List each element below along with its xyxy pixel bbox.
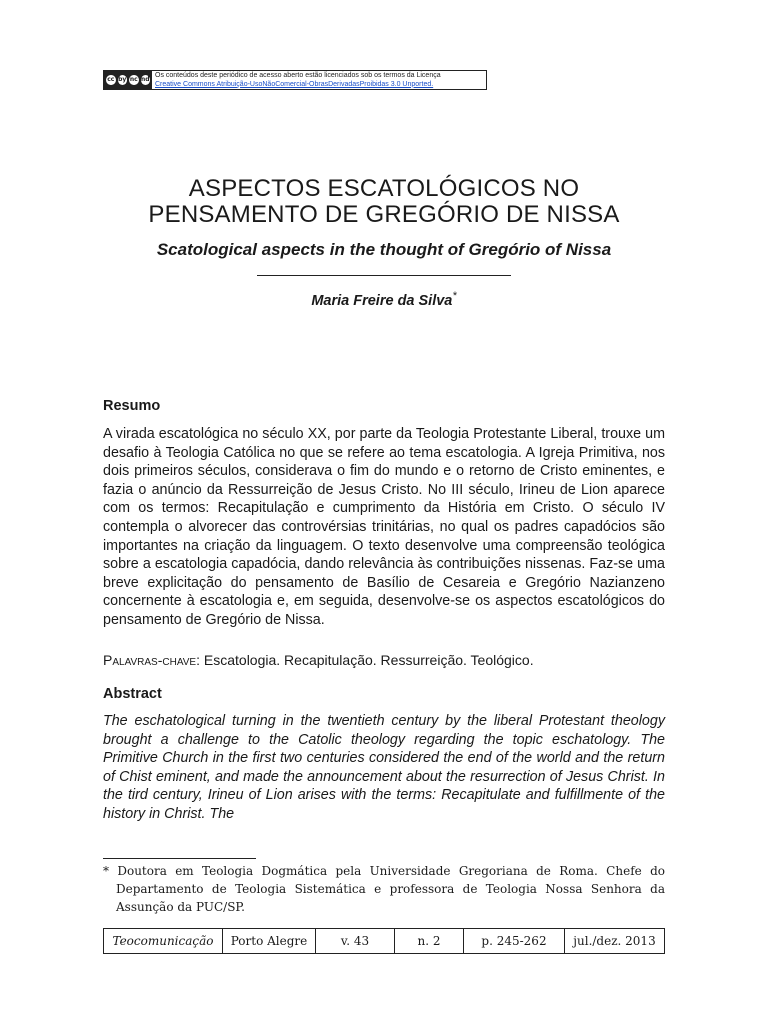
license-statement: Os conteúdos deste periódico de acesso aberto estão licenciados sob os termos da Licença: [155, 72, 441, 79]
keywords-line: [103, 652, 665, 668]
by-icon: by: [118, 76, 127, 83]
author-name: [80, 290, 688, 309]
cc-icon: cc: [107, 76, 115, 83]
citation-table: [103, 928, 665, 954]
citation-city: Porto Alegre: [223, 929, 316, 954]
license-text: [152, 71, 444, 89]
citation-volume: v. 43: [316, 929, 395, 954]
title-line-2: PENSAMENTO DE GREGÓRIO DE NISSA: [148, 201, 620, 228]
citation-row: [104, 929, 665, 954]
citation-date: jul./dez. 2013: [565, 929, 665, 954]
citation-number: n. 2: [395, 929, 464, 954]
keywords-label: Palavras-chave:: [103, 652, 200, 668]
resumo-heading: Resumo: [103, 398, 161, 414]
article-title: [80, 176, 688, 228]
title-line-1: ASPECTOS ESCATOLÓGICOS NO: [188, 175, 580, 202]
title-divider: [257, 275, 511, 276]
creative-commons-badge: [104, 71, 152, 89]
abstract-heading: Abstract: [103, 686, 162, 702]
abstract-text: The eschatological turning in the twentieth century by the liberal Protestant theology brought a challenge to the Catolic theology regarding the topic eschatology. The Primitive Church in the first two centuries considered the end of the world and the return of Chist eminent, and made the announcement about the resurrection of Jesus Christ. In the tird century, Irineu of Lion arises with the terms: Recapitulate and fulfillmente of the history in Christ. The: [103, 713, 665, 822]
license-box: [103, 70, 487, 90]
author-footnote-mark: *: [452, 290, 457, 302]
citation-journal: Teocomunicação: [104, 929, 223, 954]
nc-icon: nc: [129, 76, 138, 83]
article-subtitle: Scatological aspects in the thought of Gregório of Nissa: [156, 240, 612, 259]
author-name-text: Maria Freire da Silva: [311, 292, 453, 309]
footnote-divider: [103, 858, 256, 859]
citation-pages: p. 245-262: [464, 929, 565, 954]
keywords-values: Escatologia. Recapitulação. Ressurreição. Teológico.: [203, 652, 534, 668]
author-footnote: * Doutora em Teologia Dogmática pela Universidade Gregoriana de Roma. Chefe do Departamento de Teologia Sistemática e professora de Teologia Nossa Senhora da Assunção da PUC/SP.: [103, 864, 665, 914]
license-link[interactable]: Creative Commons Atribuição-UsoNãoComercial-ObrasDerivadasProibidas 3.0 Unported.: [155, 80, 434, 88]
nd-icon: nd: [140, 76, 150, 83]
resumo-text: A virada escatológica no século XX, por parte da Teologia Protestante Liberal, trouxe um desafio à Teologia Católica no que se refere ao tema escatologia. A Igreja Primitiva, nos dois primeiros séculos, considerava o fim do mundo e o retorno de Cristo eminentes, e fazia o anúncio da Ressurreição de Jesus Cristo. No III século, Irineu de Lion aparece com os termos: Recapitulação e cumprimento da História em Cristo. O século IV contempla o alvorecer das controvérsias trinitárias, no qual os padres capadócios são importantes na criação da linguagem. O texto desenvolve uma compreensão teológica sobre a escatologia capadócia, dando relevância às contribuições nissenas. Faz-se uma breve explicitação do pensamento de Basílio de Cesareia e Gregório Nazianzeno concernente à escatologia e, em seguida, desenvolve-se os aspectos escatológicos do pensamento de Gregório de Nissa.: [103, 426, 665, 628]
